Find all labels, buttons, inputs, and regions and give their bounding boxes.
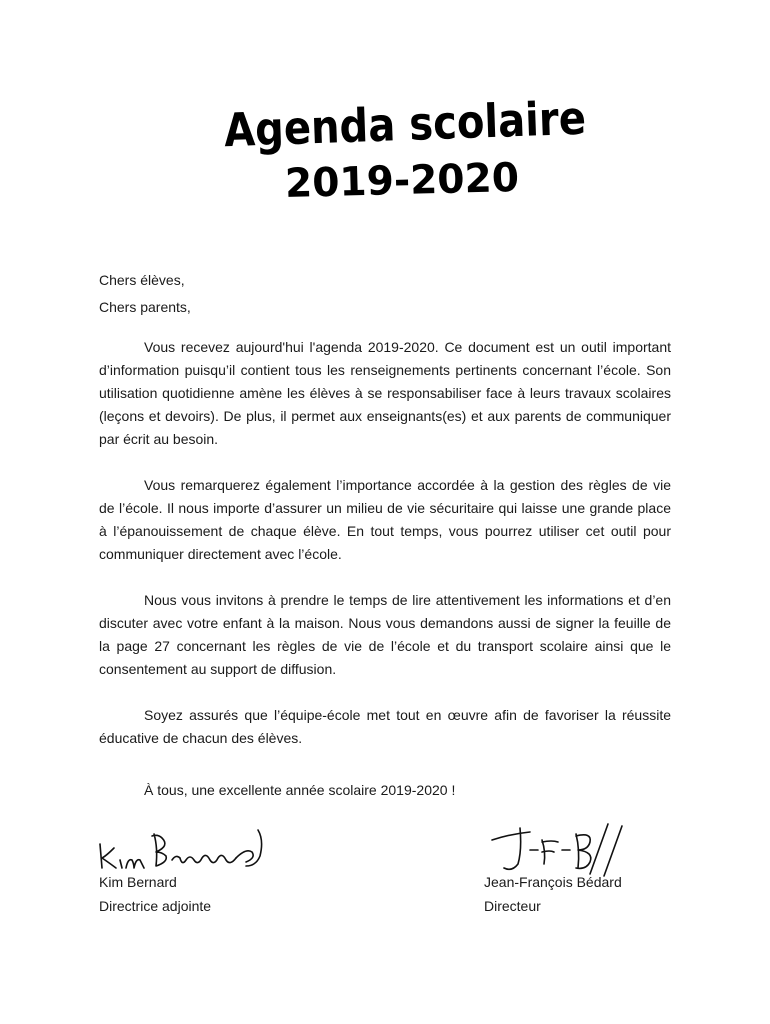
signatory-left [99,870,211,918]
salutation-students: Chers élèves, [99,272,185,288]
signature-kim-bernard [96,826,266,872]
title-line1: Agenda scolaire [223,88,640,158]
paragraph-invitation: Nous vous invitons à prendre le temps de lire attentivement les informations et d’en discuter avec votre enfant à la maison. Nous vous demandons aussi de signer la feuille de la page 27 concernant les règles de vie de l’école et du transport scolaire ainsi que le consentement au support de diffusion. [99,592,671,677]
paragraph-agenda-intro: Vous recevez aujourd'hui l'agenda 2019-2020. Ce document est un outil important d’information puisqu’il contient tous les renseignements pertinents concernant l’école. Son utilisation quotidienne amène les élèves à se responsabiliser face à leurs travaux scolaires (leçons et devoirs). De plus, il permet aux enseignants(es) et aux parents de communiquer par écrit au besoin. [99,339,671,447]
signatory-right-role: Directeur [484,898,541,914]
signatory-right [484,870,622,918]
signatory-left-name: Kim Bernard [99,874,177,890]
title-line1-art [220,86,640,158]
paragraph-success: Soyez assurés que l’équipe-école met tout en œuvre afin de favoriser la réussite éducative de chacun des élèves. [99,707,671,746]
title-line2-art [282,154,525,208]
title-line2: 2019-2020 [284,154,525,208]
signatory-left-role: Directrice adjointe [99,898,212,914]
signatory-right-name: Jean-François Bédard [484,874,622,890]
closing-line: À tous, une excellente année scolaire 2019-2020 ! [144,782,456,798]
paragraph-rules: Vous remarquerez également l’importance accordée à la gestion des règles de vie de l’école. Il nous importe d’assurer un milieu de vie sécuritaire qui laisse une grande place à l’épanouissement de chaque élève. En tout temps, vous pourrez utiliser cet outil pour communiquer directement avec l’école. [99,477,671,562]
salutation-parents: Chers parents, [99,299,191,315]
